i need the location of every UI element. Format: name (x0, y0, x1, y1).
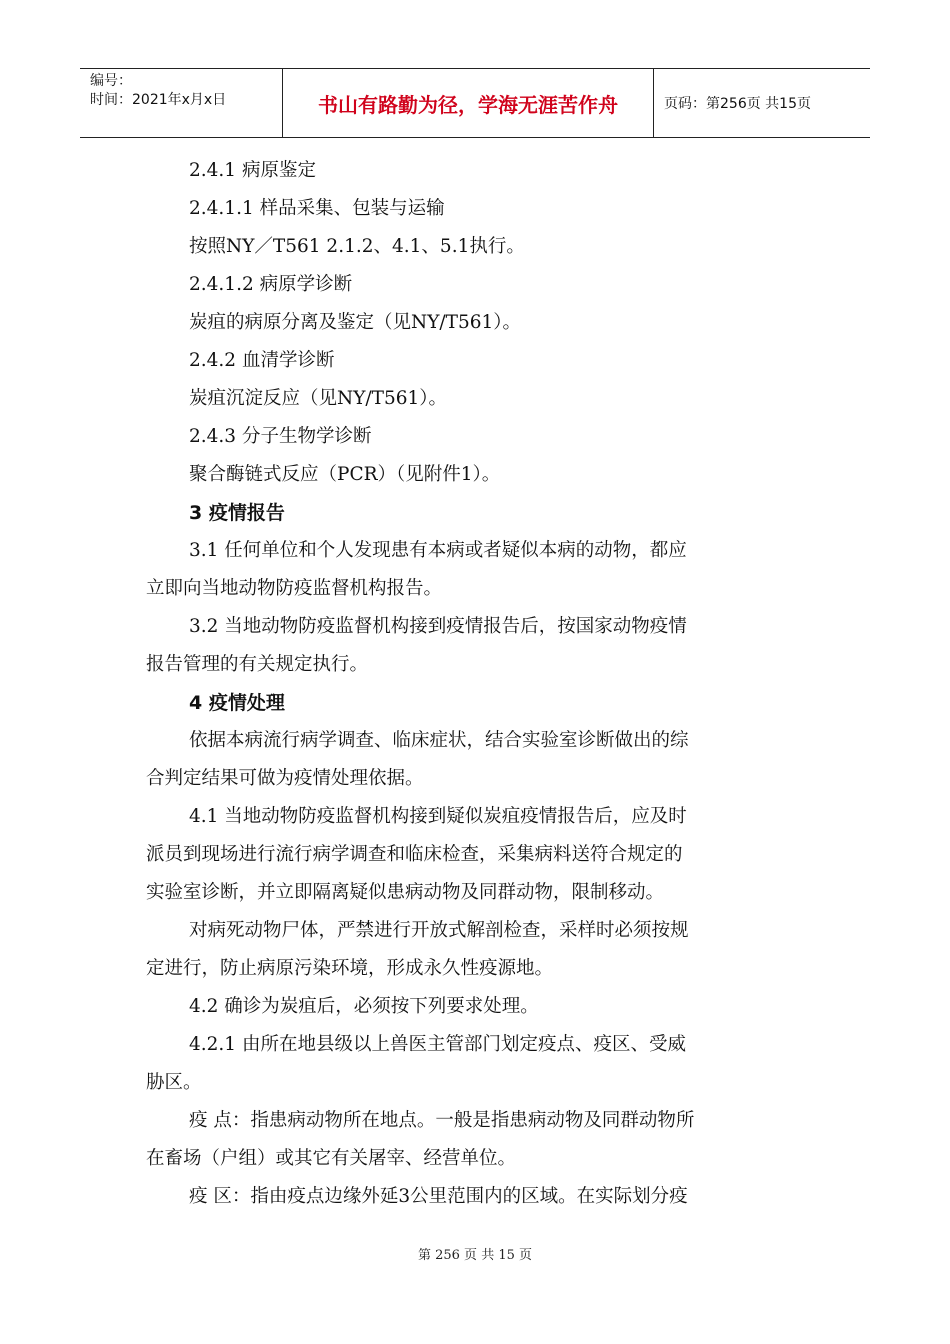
body-line: 实验室诊断，并立即隔离疑似患病动物及同群动物，限制移动。 (146, 882, 665, 903)
body-line: 2.4.1 病原鉴定 (189, 160, 316, 181)
body-line: 在畜场（户组）或其它有关屠宰、经营单位。 (146, 1148, 517, 1169)
body-line: 2.4.3 分子生物学诊断 (189, 426, 372, 447)
body-line: 疫 区：指由疫点边缘外延3公里范围内的区域。在实际划分疫 (189, 1186, 688, 1207)
body-line: 炭疽沉淀反应（见NY/T561）。 (189, 388, 448, 409)
body-line: 3.1 任何单位和个人发现患有本病或者疑似本病的动物，都应 (189, 540, 687, 561)
header-motto: 书山有路勤为径，学海无涯苦作舟 (283, 69, 654, 137)
document-body (146, 152, 806, 1216)
body-line: 2.4.1.1 样品采集、包装与运输 (189, 198, 445, 219)
body-line: 立即向当地动物防疫监督机构报告。 (146, 578, 443, 599)
body-line: 2.4.2 血清学诊断 (189, 350, 335, 371)
body-line: 依据本病流行病学调查、临床症状，结合实验室诊断做出的综 (189, 730, 689, 751)
body-line: 4.1 当地动物防疫监督机构接到疑似炭疽疫情报告后，应及时 (189, 806, 687, 827)
body-line: 派员到现场进行流行病学调查和临床检查，采集病料送符合规定的 (146, 844, 683, 865)
header-meta (80, 69, 283, 137)
body-line: 聚合酶链式反应（PCR）（见附件1）。 (189, 464, 501, 485)
header-date-label: 时间：2021年x月x日 (90, 92, 227, 108)
body-line: 疫 点：指患病动物所在地点。一般是指患病动物及同群动物所 (189, 1110, 695, 1131)
body-line: 对病死动物尸体，严禁进行开放式解剖检查，采样时必须按规 (189, 920, 689, 941)
body-line: 2.4.1.2 病原学诊断 (189, 274, 353, 295)
body-line: 合判定结果可做为疫情处理依据。 (146, 768, 424, 789)
body-line: 定进行，防止病原污染环境，形成永久性疫源地。 (146, 958, 554, 979)
body-line: 4.2 确诊为炭疽后，必须按下列要求处理。 (189, 996, 539, 1017)
body-line: 炭疽的病原分离及鉴定（见NY/T561）。 (189, 312, 522, 333)
page-header (80, 68, 870, 138)
header-code-label: 编号： (90, 73, 132, 89)
body-line: 报告管理的有关规定执行。 (146, 654, 369, 675)
header-page-info: 页码：第256页 共15页 (664, 96, 811, 112)
section-heading: 3 疫情报告 (189, 502, 285, 524)
body-line: 4.2.1 由所在地县级以上兽医主管部门划定疫点、疫区、受威 (189, 1034, 686, 1055)
page-footer: 第 256 页 共 15 页 (417, 1248, 533, 1263)
body-line: 3.2 当地动物防疫监督机构接到疫情报告后，按国家动物疫情 (189, 616, 687, 637)
header-page-info-cell (654, 69, 870, 137)
section-heading: 4 疫情处理 (189, 692, 285, 714)
body-line: 按照NY／T561 2.1.2、4.1、5.1执行。 (189, 236, 525, 257)
body-line: 胁区。 (146, 1072, 202, 1093)
